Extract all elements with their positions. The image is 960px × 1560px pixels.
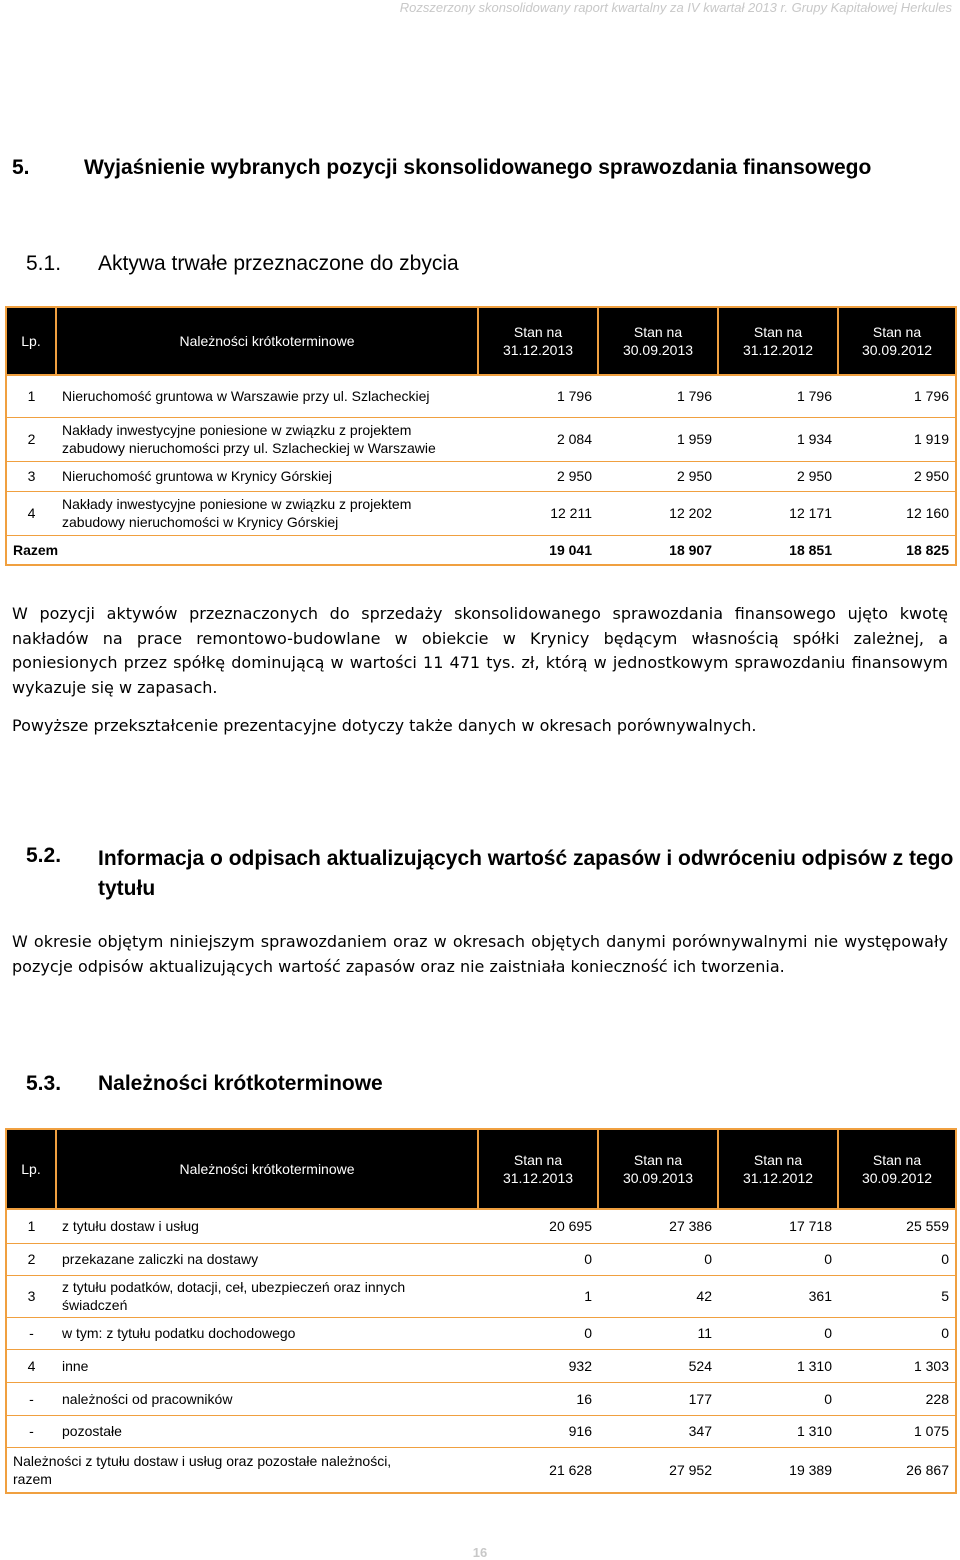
table-row [6, 491, 956, 535]
table-header-row [6, 307, 956, 375]
section-title: Należności krótkoterminowe [98, 1072, 383, 1095]
row-label: pozostałe [56, 1415, 478, 1447]
row-value: 932 [478, 1349, 598, 1382]
row-value: 1 934 [718, 417, 838, 461]
row-lp: - [6, 1382, 56, 1415]
row-value: 12 211 [478, 491, 598, 535]
header-item: Należności krótkoterminowe [56, 307, 478, 375]
row-value: 5 [838, 1275, 956, 1317]
header-period-2: Stan na 30.09.2013 [598, 307, 718, 375]
header-period-2: Stan na 30.09.2013 [598, 1129, 718, 1209]
section-5-3-heading [26, 1072, 383, 1096]
row-label: w tym: z tytułu podatku dochodowego [56, 1317, 478, 1349]
header-lp: Lp. [6, 1129, 56, 1209]
row-label: Nieruchomość gruntowa w Krynicy Górskiej [56, 461, 478, 491]
total-value: 18 851 [718, 535, 838, 565]
row-value: 12 202 [598, 491, 718, 535]
row-lp: 2 [6, 1243, 56, 1275]
row-value: 25 559 [838, 1209, 956, 1243]
row-value: 0 [718, 1243, 838, 1275]
row-value: 12 160 [838, 491, 956, 535]
row-value: 361 [718, 1275, 838, 1317]
section-title: Wyjaśnienie wybranych pozycji skonsolidowanego sprawozdania finansowego [84, 156, 872, 179]
row-value: 0 [718, 1382, 838, 1415]
row-value: 0 [838, 1243, 956, 1275]
row-label: przekazane zaliczki na dostawy [56, 1243, 478, 1275]
row-label: Nakłady inwestycyjne poniesione w związku z projektem zabudowy nieruchomości w Krynicy Górskiej [56, 491, 478, 535]
body-paragraph: Powyższe przekształcenie prezentacyjne dotyczy także danych w okresach porównywalnych. [12, 716, 757, 735]
row-value: 2 950 [478, 461, 598, 491]
header-period-4: Stan na 30.09.2012 [838, 1129, 956, 1209]
row-value: 27 386 [598, 1209, 718, 1243]
row-lp: 1 [6, 1209, 56, 1243]
total-value: 18 825 [838, 535, 956, 565]
row-value: 1 [478, 1275, 598, 1317]
section-5-heading [12, 156, 871, 180]
total-value: 26 867 [838, 1447, 956, 1493]
row-label: inne [56, 1349, 478, 1382]
row-value: 1 310 [718, 1415, 838, 1447]
row-lp: 1 [6, 375, 56, 417]
row-lp: 4 [6, 491, 56, 535]
total-label: Razem [6, 535, 478, 565]
row-value: 0 [598, 1243, 718, 1275]
row-value: 1 959 [598, 417, 718, 461]
row-label: należności od pracowników [56, 1382, 478, 1415]
row-lp: 2 [6, 417, 56, 461]
table-total-row [6, 535, 956, 565]
row-value: 0 [478, 1317, 598, 1349]
row-value: 11 [598, 1317, 718, 1349]
row-value: 2 950 [718, 461, 838, 491]
section-title: Informacja o odpisach aktualizujących wartość zapasów i odwróceniu odpisów z tego tytułu [98, 847, 954, 900]
section-number: 5.3. [26, 1072, 62, 1095]
section-number: 5. [12, 156, 30, 179]
body-paragraph: W okresie objętym niniejszym sprawozdaniem oraz w okresach objętych danymi porównywalnymi nie występowały pozycje odpisów aktualizujących wartość zapasów oraz nie zaistniała konieczność ich tworzenia. [12, 932, 948, 976]
assets-held-for-sale-table [5, 306, 957, 566]
row-value: 1 310 [718, 1349, 838, 1382]
row-value: 347 [598, 1415, 718, 1447]
row-value: 1 303 [838, 1349, 956, 1382]
table-row [6, 1209, 956, 1243]
header-period-1: Stan na 31.12.2013 [478, 307, 598, 375]
section-title: Aktywa trwałe przeznaczone do zbycia [98, 252, 459, 275]
table-total-row [6, 1447, 956, 1493]
row-value: 17 718 [718, 1209, 838, 1243]
short-term-receivables-table [5, 1128, 957, 1494]
total-value: 21 628 [478, 1447, 598, 1493]
row-value: 1 075 [838, 1415, 956, 1447]
table-row [6, 1415, 956, 1447]
total-value: 18 907 [598, 535, 718, 565]
section-number: 5.2. [26, 844, 62, 867]
row-value: 2 950 [598, 461, 718, 491]
row-value: 916 [478, 1415, 598, 1447]
table-row [6, 1349, 956, 1382]
row-value: 1 796 [838, 375, 956, 417]
body-paragraph: W pozycji aktywów przeznaczonych do sprzedaży skonsolidowanego sprawozdania finansowego ujęto kwotę nakładów na prace remontowo-budowlane w obiekcie w Krynicy będącym własnością spółki zależnej, a poniesionych przez spółkę dominującą w wartości 11 471 tys. zł, którą w jednostkowym sprawozdaniu finansowym wykazuje się w zapasach. [12, 604, 948, 697]
row-value: 2 950 [838, 461, 956, 491]
total-label: Należności z tytułu dostaw i usług oraz pozostałe należności, razem [6, 1447, 478, 1493]
row-value: 177 [598, 1382, 718, 1415]
header-lp: Lp. [6, 307, 56, 375]
row-value: 1 796 [478, 375, 598, 417]
header-item: Należności krótkoterminowe [56, 1129, 478, 1209]
row-value: 12 171 [718, 491, 838, 535]
table-row [6, 375, 956, 417]
row-value: 0 [478, 1243, 598, 1275]
table-header-row [6, 1129, 956, 1209]
running-header: Rozszerzony skonsolidowany raport kwartalny za IV kwartał 2013 r. Grupy Kapitałowej Herkules [399, 0, 952, 15]
row-lp: 3 [6, 1275, 56, 1317]
section-5-2-heading [26, 844, 956, 900]
row-value: 20 695 [478, 1209, 598, 1243]
total-value: 19 041 [478, 535, 598, 565]
row-lp: 3 [6, 461, 56, 491]
row-lp: - [6, 1415, 56, 1447]
section-number: 5.1. [26, 252, 62, 275]
table-row [6, 417, 956, 461]
table-row [6, 1382, 956, 1415]
section-5-1-heading [26, 252, 459, 276]
row-value: 0 [838, 1317, 956, 1349]
row-value: 1 919 [838, 417, 956, 461]
table-row [6, 1243, 956, 1275]
table-row [6, 461, 956, 491]
row-lp: 4 [6, 1349, 56, 1382]
row-value: 228 [838, 1382, 956, 1415]
header-period-3: Stan na 31.12.2012 [718, 307, 838, 375]
row-lp: - [6, 1317, 56, 1349]
row-label: Nakłady inwestycyjne poniesione w związku z projektem zabudowy nieruchomości przy ul. Szlacheckiej w Warszawie [56, 417, 478, 461]
row-value: 524 [598, 1349, 718, 1382]
row-value: 42 [598, 1275, 718, 1317]
row-label: z tytułu dostaw i usług [56, 1209, 478, 1243]
row-value: 2 084 [478, 417, 598, 461]
row-value: 1 796 [718, 375, 838, 417]
total-value: 27 952 [598, 1447, 718, 1493]
row-value: 16 [478, 1382, 598, 1415]
row-label: z tytułu podatków, dotacji, ceł, ubezpieczeń oraz innych świadczeń [56, 1275, 478, 1317]
row-value: 1 796 [598, 375, 718, 417]
row-value: 0 [718, 1317, 838, 1349]
table-row [6, 1317, 956, 1349]
table-row [6, 1275, 956, 1317]
page-number: 16 [472, 1545, 488, 1560]
header-period-3: Stan na 31.12.2012 [718, 1129, 838, 1209]
total-value: 19 389 [718, 1447, 838, 1493]
header-period-4: Stan na 30.09.2012 [838, 307, 956, 375]
row-label: Nieruchomość gruntowa w Warszawie przy ul. Szlacheckiej [56, 375, 478, 417]
header-period-1: Stan na 31.12.2013 [478, 1129, 598, 1209]
